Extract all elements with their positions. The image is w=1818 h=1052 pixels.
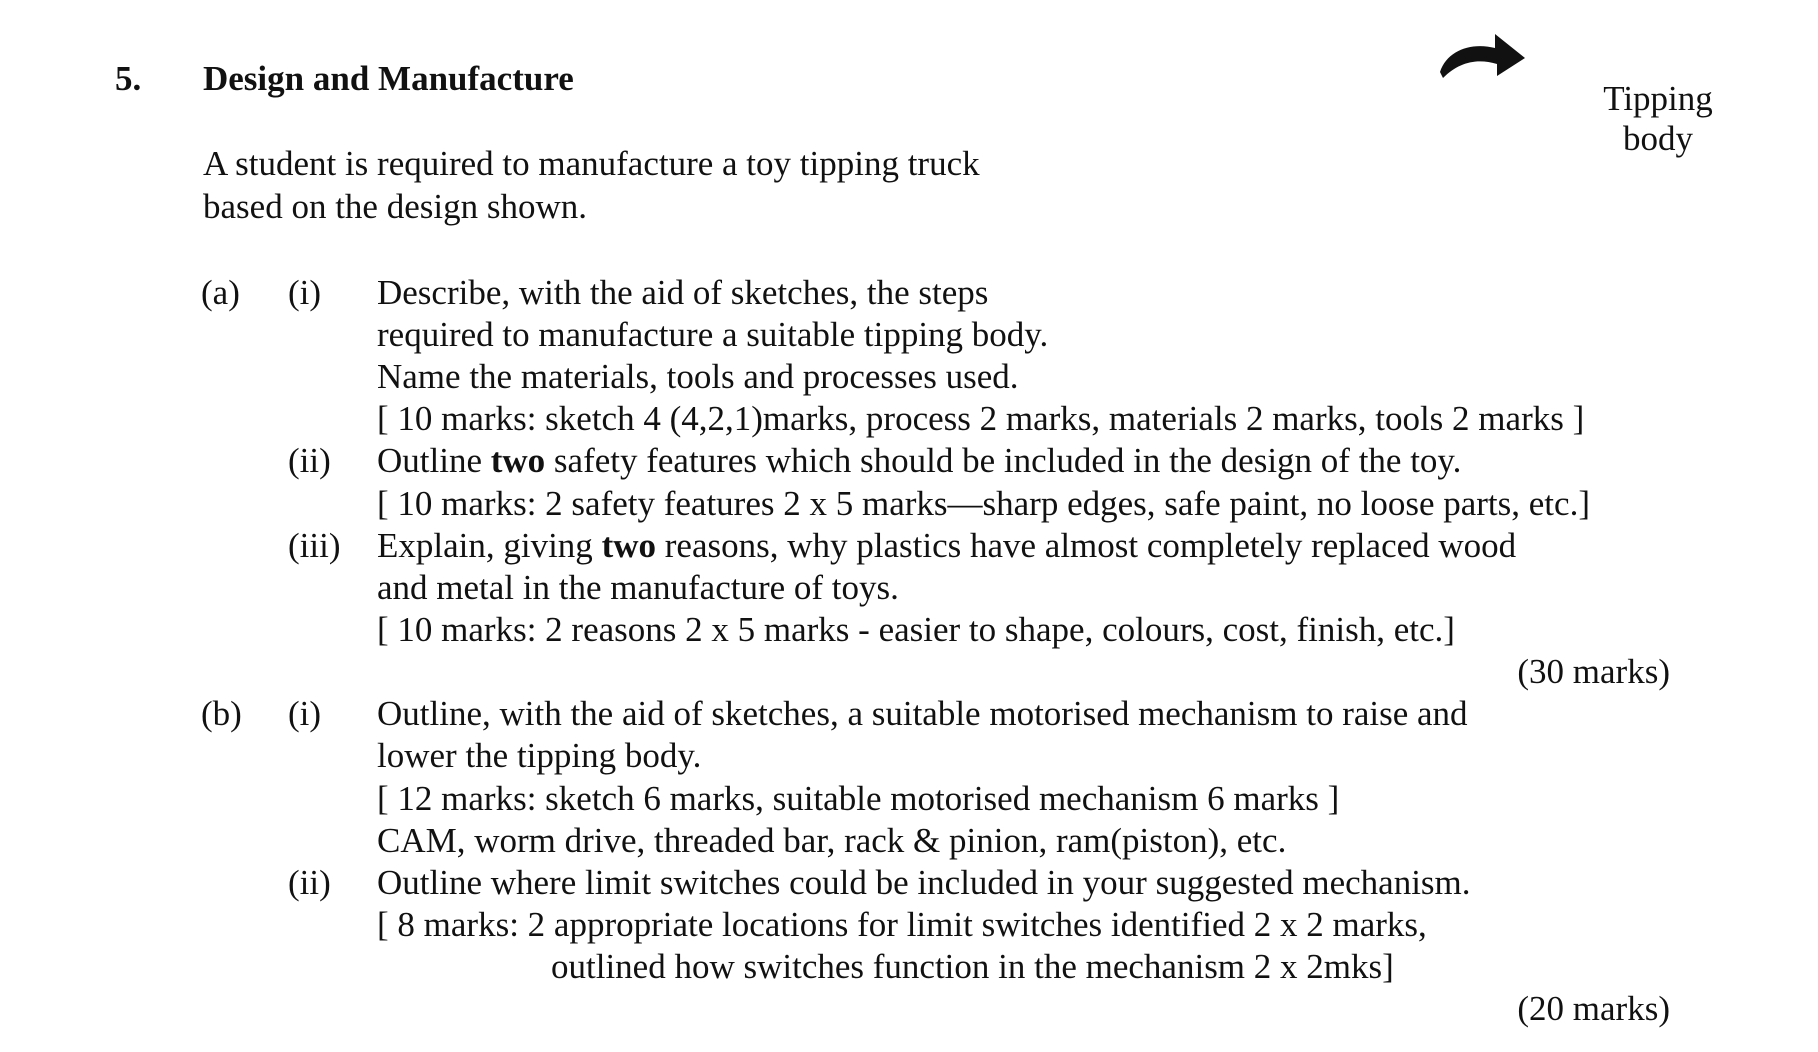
part-a-i-label: (i) [288,273,322,312]
part-b-total-marks: (20 marks) [1517,989,1670,1028]
question-title: Design and Manufacture [203,59,574,98]
part-a-iii-text-1: Explain, giving [377,526,602,565]
part-a-i-line-1: Describe, with the aid of sketches, the steps [377,273,989,312]
part-a-iii-emphasis: two [601,526,656,565]
part-a-i-marks: [ 10 marks: sketch 4 (4,2,1)marks, process 2 marks, materials 2 marks, tools 2 marks ] [377,399,1585,438]
part-a-iii-text-2: reasons, why plastics have almost completely replaced wood [656,526,1517,565]
part-a-ii-emphasis: two [490,441,546,480]
part-a-ii-marks: [ 10 marks: 2 safety features 2 x 5 marks—sharp edges, safe paint, no loose parts, etc.] [377,484,1590,523]
part-b-ii-marks-line-2: outlined how switches function in the mechanism 2 x 2mks] [551,947,1394,986]
part-a-iii-label: (iii) [288,526,341,565]
part-a-ii-text-1: Outline [377,441,491,480]
part-a-total-marks: (30 marks) [1517,652,1670,691]
part-b-label: (b) [201,694,242,733]
figure-label-line-2: body [1623,119,1693,158]
part-b-i-line-4: CAM, worm drive, threaded bar, rack & pinion, ram(piston), etc. [377,821,1287,860]
part-a-iii-line-2: and metal in the manufacture of toys. [377,568,899,607]
part-a-i-line-2: required to manufacture a suitable tipping body. [377,315,1049,354]
figure-label-line-1: Tipping [1603,79,1713,118]
part-a-iii-marks: [ 10 marks: 2 reasons 2 x 5 marks - easier to shape, colours, cost, finish, etc.] [377,610,1455,649]
curved-arrow-icon [1437,28,1527,84]
part-b-ii-line-1: Outline where limit switches could be included in your suggested mechanism. [377,863,1471,902]
part-b-ii-label: (ii) [288,863,331,902]
part-a-ii-text-2: safety features which should be included in the design of the toy. [545,441,1462,480]
part-b-i-line-1: Outline, with the aid of sketches, a suitable motorised mechanism to raise and [377,694,1468,733]
part-a-label: (a) [201,273,240,312]
part-b-i-label: (i) [288,694,322,733]
question-number: 5. [115,59,142,98]
part-a-ii-line-1 [377,440,1461,482]
part-a-ii-label: (ii) [288,441,331,480]
part-b-i-marks: [ 12 marks: sketch 6 marks, suitable motorised mechanism 6 marks ] [377,779,1340,818]
part-a-iii-line-1 [377,525,1516,567]
part-b-ii-marks-line-1: [ 8 marks: 2 appropriate locations for limit switches identified 2 x 2 marks, [377,905,1427,944]
intro-line-2: based on the design shown. [203,187,587,226]
part-a-i-line-3: Name the materials, tools and processes used. [377,357,1019,396]
intro-line-1: A student is required to manufacture a toy tipping truck [203,144,980,183]
part-b-i-line-2: lower the tipping body. [377,736,702,775]
